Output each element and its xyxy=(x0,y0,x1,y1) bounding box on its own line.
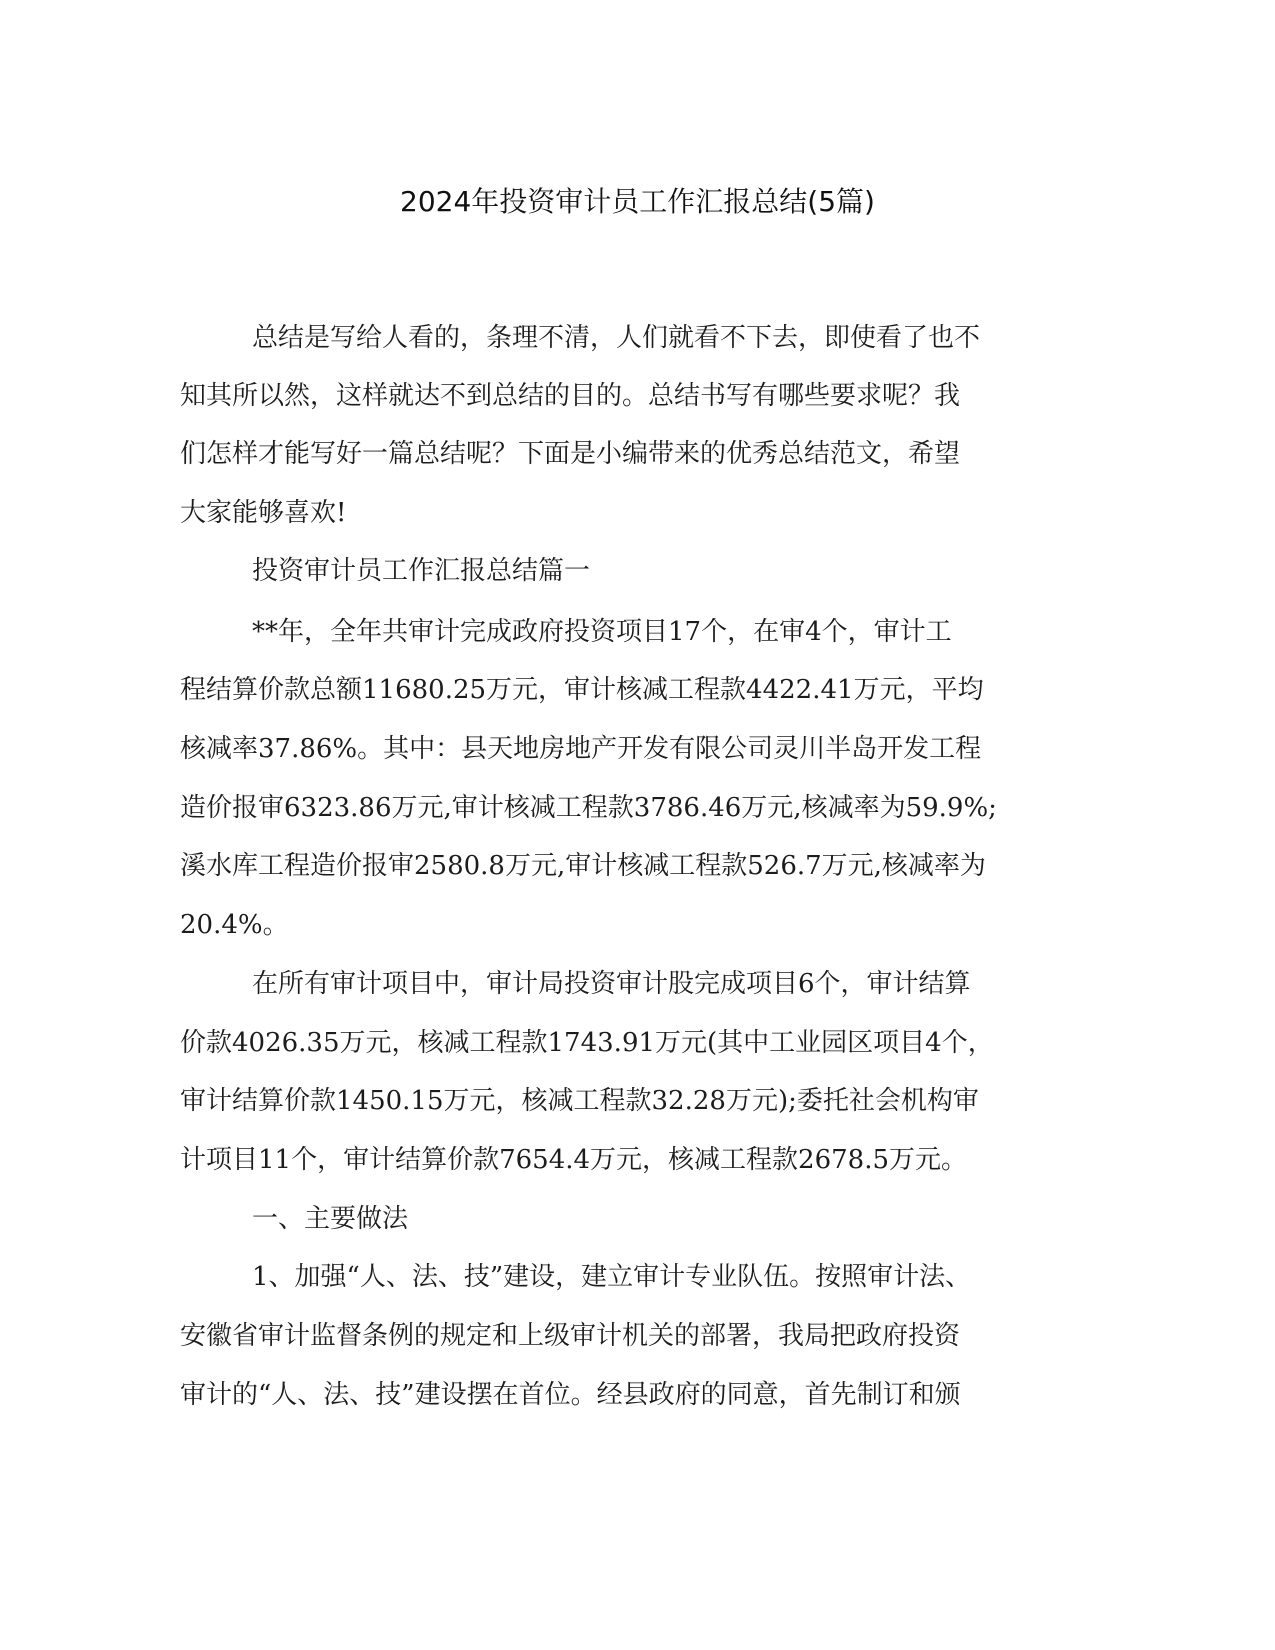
section-heading: 一、主要做法 xyxy=(252,1204,409,1234)
paragraph-line: 们怎样才能写好一篇总结呢？下面是小编带来的优秀总结范文，希望 xyxy=(180,439,961,469)
paragraph-line: 20.4%。 xyxy=(180,910,289,940)
paragraph-line: 审计结算价款1450.15万元，核减工程款32.28万元);委托社会机构审 xyxy=(180,1086,979,1116)
paragraph-line: 总结是写给人看的，条理不清，人们就看不下去，即使看了也不 xyxy=(252,323,981,353)
paragraph-line: 在所有审计项目中，审计局投资审计股完成项目6个，审计结算 xyxy=(252,969,971,999)
paragraph-line: 安徽省审计监督条例的规定和上级审计机关的部署，我局把政府投资 xyxy=(180,1321,961,1351)
paragraph-line: 价款4026.35万元，核减工程款1743.91万元(其中工业园区项目4个， xyxy=(180,1028,994,1058)
paragraph-line: 计项目11个，审计结算价款7654.4万元，核减工程款2678.5万元。 xyxy=(180,1145,968,1175)
paragraph-line: 知其所以然，这样就达不到总结的目的。总结书写有哪些要求呢？我 xyxy=(180,381,961,411)
paragraph-line: 溪水库工程造价报审2580.8万元,审计核减工程款526.7万元,核减率为 xyxy=(180,851,986,881)
paragraph-line: 1、加强“人、法、技”建设，建立审计专业队伍。按照审计法、 xyxy=(252,1262,972,1292)
paragraph-line: 核减率37.86%。其中：县天地房地产开发有限公司灵川半岛开发工程 xyxy=(180,734,982,764)
section-heading: 投资审计员工作汇报总结篇一 xyxy=(252,556,591,586)
paragraph-line: **年，全年共审计完成政府投资项目17个，在审4个，审计工 xyxy=(252,617,952,647)
paragraph-line: 程结算价款总额11680.25万元，审计核减工程款4422.41万元，平均 xyxy=(180,675,984,705)
document-title: 2024年投资审计员工作汇报总结(5篇) xyxy=(400,185,875,218)
paragraph-line: 审计的“人、法、技”建设摆在首位。经县政府的同意，首先制订和颁 xyxy=(180,1380,961,1410)
paragraph-line: 大家能够喜欢! xyxy=(180,498,347,528)
paragraph-line: 造价报审6323.86万元,审计核减工程款3786.46万元,核减率为59.9%; xyxy=(180,793,997,823)
